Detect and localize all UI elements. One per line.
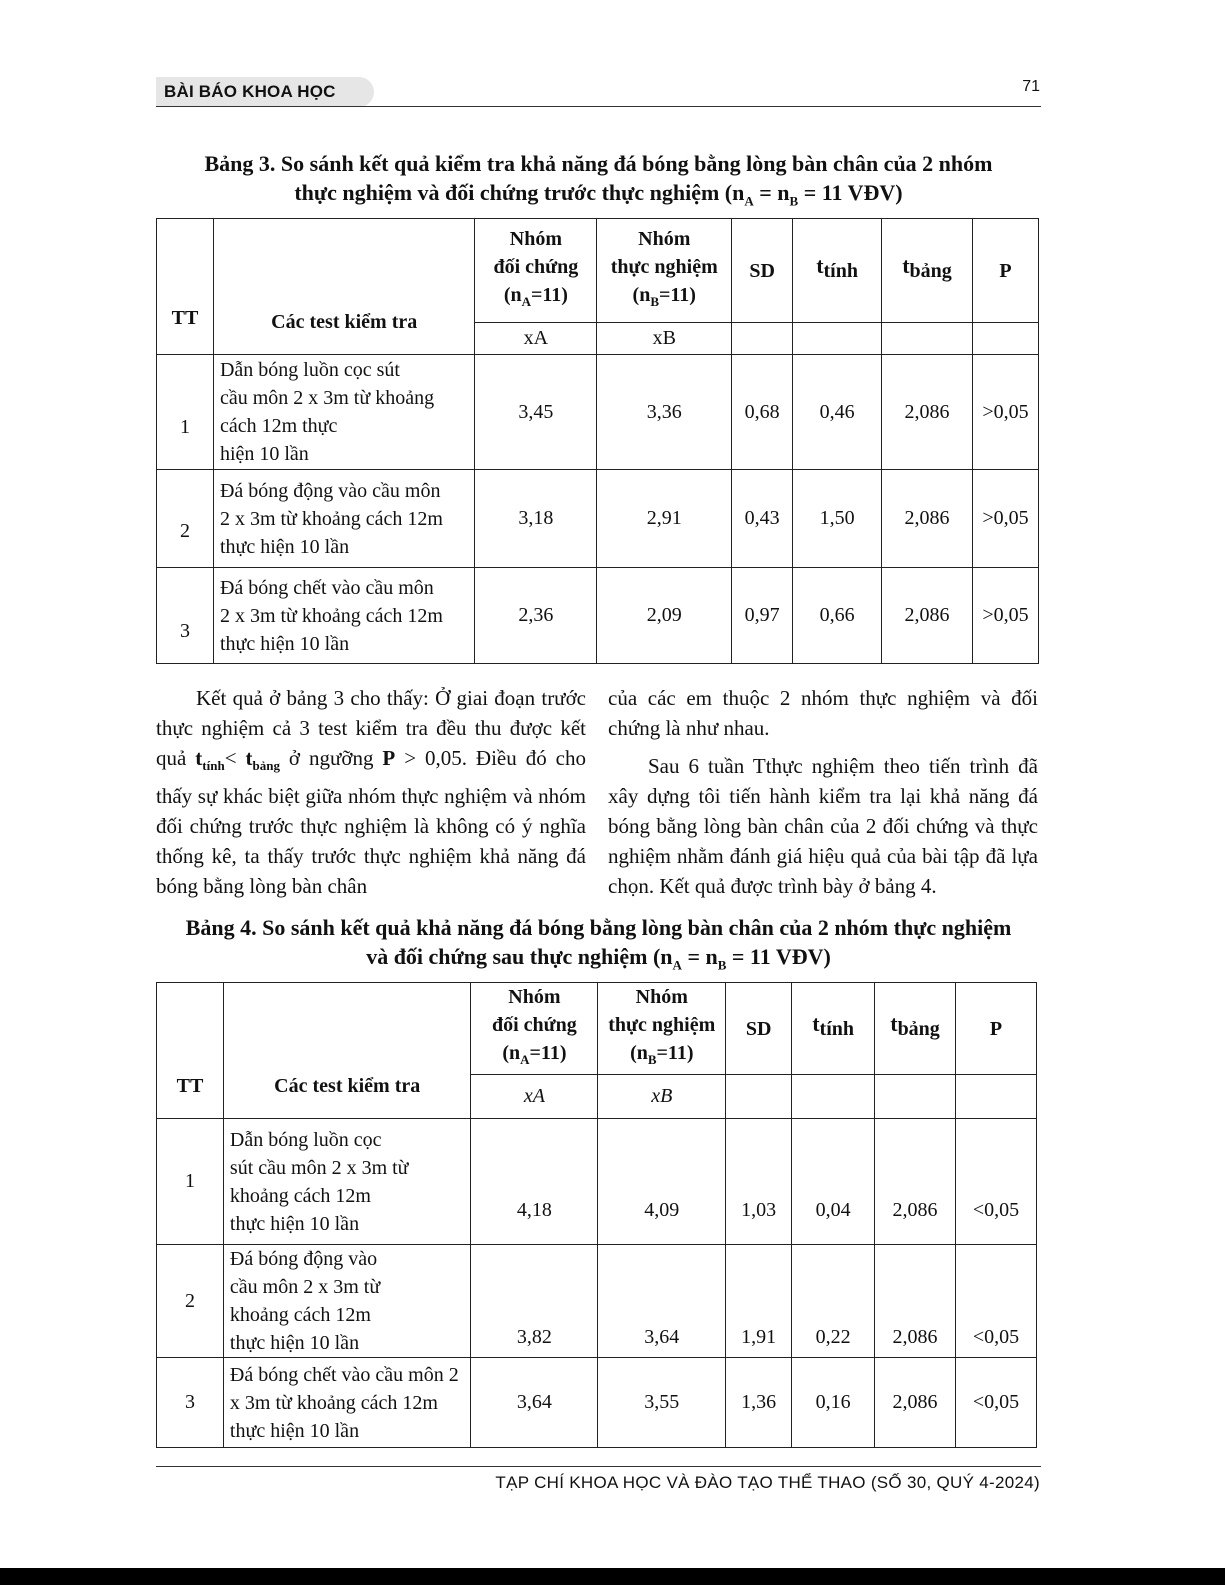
row-sd: 1,91 bbox=[726, 1245, 792, 1358]
header-rule bbox=[156, 106, 1041, 107]
row-xa: 3,45 bbox=[475, 355, 597, 470]
table-row bbox=[157, 1119, 1037, 1245]
table3-caption bbox=[156, 149, 1041, 215]
row-tt: 1 bbox=[157, 355, 214, 470]
table4-header-group-b: Nhóm thực nghiệm $(n_B=11)$ bbox=[598, 983, 726, 1075]
table4-header-tt: TT bbox=[157, 983, 224, 1119]
row-sd: 1,36 bbox=[726, 1358, 792, 1448]
table4-header-p: P bbox=[956, 983, 1037, 1075]
row-test: Đá bóng động vào cầu môn 2 x 3m từ khoảng cách 12m thực hiện 10 lần bbox=[213, 470, 475, 568]
table3-header-xb: xB bbox=[597, 323, 732, 355]
row-tt: 2 bbox=[157, 470, 214, 568]
body-paragraph: Kết quả ở bảng 3 cho thấy: Ở giai đoạn trước thực nghiệm cả 3 test kiểm tra đều thu được kết quả $t_{tính}< t_{bảng}$ ở ngưỡng P > 0,05. Điều đó cho thấy sự khác biệt giữa nhóm thực nghiệm và nhóm đối chứng trước thực nghiệm là không có ý nghĩa thống kê, ta thấy trước thực nghiệm khả năng đá bóng bằng lòng bàn chân bbox=[156, 686, 586, 899]
row-p: >0,05 bbox=[972, 568, 1038, 664]
table4-header-row bbox=[157, 983, 1037, 1075]
body-right-column bbox=[608, 683, 1038, 901]
row-xa: 3,64 bbox=[471, 1358, 598, 1448]
footer-rule bbox=[156, 1466, 1041, 1467]
bottom-bar bbox=[0, 1568, 1225, 1585]
table3-header-test: Các test kiểm tra bbox=[213, 219, 475, 355]
table4-header-test: Các test kiểm tra bbox=[223, 983, 471, 1119]
table3 bbox=[156, 218, 1039, 664]
body-paragraph: của các em thuộc 2 nhóm thực nghiệm và đối chứng là như nhau. bbox=[608, 686, 1038, 740]
row-t-tinh: 0,46 bbox=[793, 355, 882, 470]
table4-header-xb: xB bbox=[598, 1075, 726, 1119]
row-test: Dẫn bóng luồn cọc sút cầu môn 2 x 3m từ khoảng cách 12m thực hiện 10 lần bbox=[223, 1119, 471, 1245]
row-xa: 3,18 bbox=[475, 470, 597, 568]
table4-header-xa: xA bbox=[471, 1075, 598, 1119]
row-t-bang: 2,086 bbox=[875, 1358, 956, 1448]
table3-header-row bbox=[157, 219, 1039, 323]
section-tag bbox=[156, 77, 374, 107]
table3-header-tt: TT bbox=[157, 219, 214, 355]
table3-header-t-tinh: ttính bbox=[793, 219, 882, 323]
body-paragraph: Sau 6 tuần Tthực nghiệm theo tiến trình đã xây dựng tôi tiến hành kiểm tra lại khả năng đá bóng bằng lòng bàn chân của 2 đối chứng và thực nghiệm nhằm đánh giá hiệu quả của bài tập đã lựa chọn. Kết quả được trình bày ở bảng 4. bbox=[608, 754, 1038, 898]
table3-caption-line2: thực nghiệm và đối chứng trước thực nghiệm ($n_A = n_B = 11$ VĐV) bbox=[294, 180, 903, 209]
table3-header-group-a: Nhóm đối chứng $(n_A=11)$ bbox=[475, 219, 597, 323]
page-number: 71 bbox=[1022, 78, 1040, 95]
table3-caption-line1: Bảng 3. So sánh kết quả kiểm tra khả năng đá bóng bằng lòng bàn chân của 2 nhóm bbox=[204, 151, 993, 176]
row-xa: 3,82 bbox=[471, 1245, 598, 1358]
row-tt: 2 bbox=[157, 1245, 224, 1358]
row-xa: 4,18 bbox=[471, 1119, 598, 1245]
table-row bbox=[157, 1358, 1037, 1448]
row-t-bang: 2,086 bbox=[875, 1245, 956, 1358]
row-tt: 3 bbox=[157, 568, 214, 664]
row-xb: 3,64 bbox=[598, 1245, 726, 1358]
table4-header-t-bang: tbảng bbox=[875, 983, 956, 1075]
table4-caption-line2: và đối chứng sau thực nghiệm ($n_A = n_B = 11$ VĐV) bbox=[366, 944, 831, 973]
row-test: Đá bóng động vào cầu môn 2 x 3m từ khoảng cách 12m thực hiện 10 lần bbox=[223, 1245, 471, 1358]
row-t-bang: 2,086 bbox=[875, 1119, 956, 1245]
row-xb: 2,09 bbox=[597, 568, 732, 664]
table3-header-xa: xA bbox=[475, 323, 597, 355]
table3-header-p: P bbox=[972, 219, 1038, 323]
row-sd: 0,68 bbox=[732, 355, 793, 470]
table-row bbox=[157, 1245, 1037, 1358]
row-xa: 2,36 bbox=[475, 568, 597, 664]
row-xb: 2,91 bbox=[597, 470, 732, 568]
row-p: <0,05 bbox=[956, 1358, 1037, 1448]
row-tt: 3 bbox=[157, 1358, 224, 1448]
table4 bbox=[156, 982, 1037, 1448]
row-t-bang: 2,086 bbox=[882, 568, 973, 664]
row-p: <0,05 bbox=[956, 1119, 1037, 1245]
row-tt: 1 bbox=[157, 1119, 224, 1245]
table-row bbox=[157, 355, 1039, 470]
row-t-bang: 2,086 bbox=[882, 470, 973, 568]
table3-header-t-bang: tbảng bbox=[882, 219, 973, 323]
table-row bbox=[157, 470, 1039, 568]
table4-header-group-a: Nhóm đối chứng $(n_A=11)$ bbox=[471, 983, 598, 1075]
table3-header-sd: SD bbox=[732, 219, 793, 323]
row-xb: 3,36 bbox=[597, 355, 732, 470]
row-sd: 1,03 bbox=[726, 1119, 792, 1245]
table4-caption bbox=[156, 913, 1041, 979]
row-test: Đá bóng chết vào cầu môn 2 x 3m từ khoảng cách 12m thực hiện 10 lần bbox=[213, 568, 475, 664]
row-test: Dẫn bóng luồn cọc sút cầu môn 2 x 3m từ khoảng cách 12m thực hiện 10 lần bbox=[213, 355, 475, 470]
table-row bbox=[157, 568, 1039, 664]
row-sd: 0,43 bbox=[732, 470, 793, 568]
body-left-column bbox=[156, 683, 586, 901]
row-p: >0,05 bbox=[972, 470, 1038, 568]
table4-header-sd: SD bbox=[726, 983, 792, 1075]
table4-caption-line1: Bảng 4. So sánh kết quả khả năng đá bóng bằng lòng bàn chân của 2 nhóm thực nghiệm bbox=[185, 915, 1012, 940]
row-test: Đá bóng chết vào cầu môn 2 x 3m từ khoảng cách 12m thực hiện 10 lần bbox=[223, 1358, 471, 1448]
row-t-tinh: 0,66 bbox=[793, 568, 882, 664]
row-xb: 3,55 bbox=[598, 1358, 726, 1448]
journal-footer: TẠP CHÍ KHOA HỌC VÀ ĐÀO TẠO THỂ THAO (SỐ 30, QUÝ 4-2024) bbox=[495, 1473, 1040, 1492]
row-t-tinh: 0,22 bbox=[792, 1245, 875, 1358]
row-t-tinh: 0,16 bbox=[792, 1358, 875, 1448]
table4-header-t-tinh: ttính bbox=[792, 983, 875, 1075]
row-p: <0,05 bbox=[956, 1245, 1037, 1358]
row-xb: 4,09 bbox=[598, 1119, 726, 1245]
section-label: BÀI BÁO KHOA HỌC bbox=[164, 82, 336, 101]
table3-header-group-b: Nhóm thực nghiệm $(n_B=11)$ bbox=[597, 219, 732, 323]
row-t-tinh: 0,04 bbox=[792, 1119, 875, 1245]
row-t-bang: 2,086 bbox=[882, 355, 973, 470]
row-sd: 0,97 bbox=[732, 568, 793, 664]
row-t-tinh: 1,50 bbox=[793, 470, 882, 568]
row-p: >0,05 bbox=[972, 355, 1038, 470]
